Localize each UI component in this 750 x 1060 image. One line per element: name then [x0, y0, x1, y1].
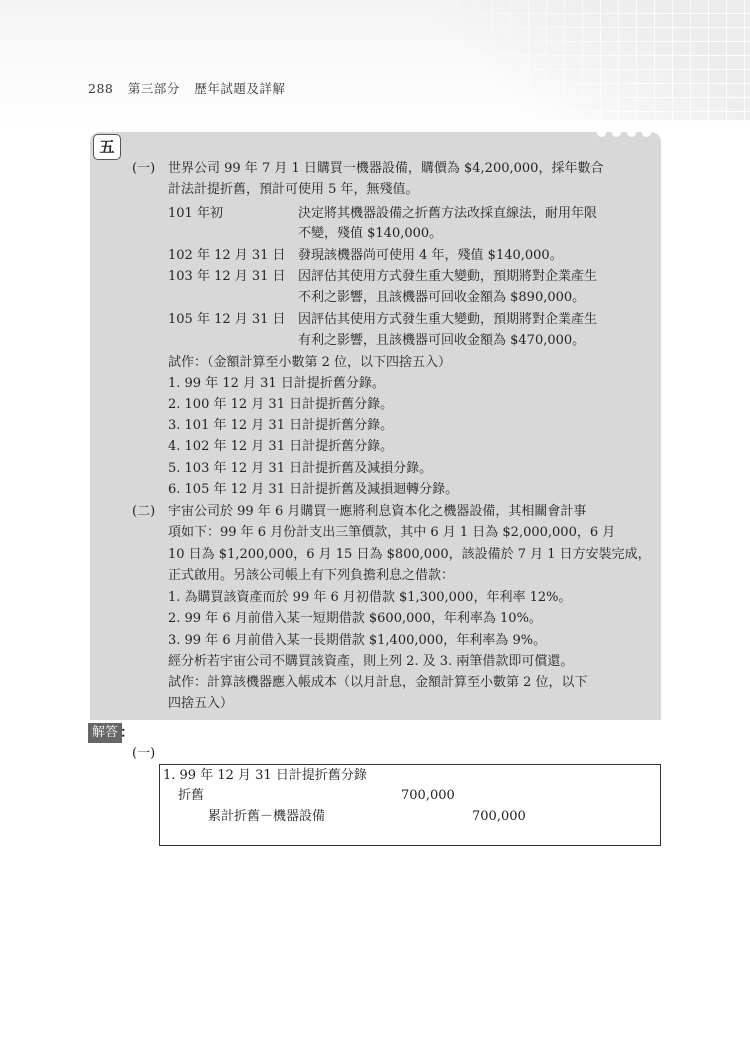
running-head	[88, 79, 295, 97]
event-text: 不利之影響，且該機器可回收金額為 $890,000。	[298, 290, 586, 305]
task-item: 2. 100 年 12 月 31 日計提折舊分錄。	[168, 397, 394, 412]
answer-part-marker: (一)	[132, 746, 156, 761]
part-title: 第三部分	[127, 81, 180, 96]
event-date: 103 年 12 月 31 日	[168, 269, 286, 284]
task-item: 6. 105 年 12 月 31 日計提折舊及減損迴轉分錄。	[168, 482, 459, 497]
journal-entry-title: 1. 99 年 12 月 31 日計提折舊分錄	[163, 768, 367, 783]
event-text: 發現該機器尚可使用 4 年，殘值 $140,000。	[298, 248, 563, 263]
event-text: 不變，殘值 $140,000。	[298, 226, 443, 241]
journal-entry-box	[159, 764, 661, 846]
part2-line: 1. 為購買該資產而於 99 年 6 月初借款 $1,300,000，年利率 12%。	[168, 590, 572, 605]
task-item: 4. 102 年 12 月 31 日計提折舊分錄。	[168, 439, 394, 454]
decorative-dots	[597, 128, 651, 137]
task-item: 1. 99 年 12 月 31 日計提折舊分錄。	[168, 376, 385, 391]
part2-line: 項如下：99 年 6 月份計支出三筆價款，其中 6 月 1 日為 $2,000,000，6 月	[168, 525, 616, 540]
event-date: 102 年 12 月 31 日	[168, 248, 286, 263]
part1-intro-line: 世界公司 99 年 7 月 1 日購買一機器設備，購價為 $4,200,000，採年數合	[168, 161, 604, 176]
part2-line: 經分析若宇宙公司不購買該資產，則上列 2. 及 3. 兩筆借款即可償還。	[168, 654, 574, 669]
event-text: 決定將其機器設備之折舊方法改採直線法，耐用年限	[298, 206, 598, 221]
part2-line: 試作：計算該機器應入帳成本（以月計息，金額計算至小數第 2 位，以下	[168, 675, 588, 690]
section-title: 歷年試題及詳解	[194, 81, 286, 96]
event-date: 101 年初	[168, 206, 223, 221]
part2-line: 宇宙公司於 99 年 6 月購買一應將利息資本化之機器設備，其相關會計事	[168, 504, 587, 519]
credit-account: 累計折舊－機器設備	[208, 809, 326, 824]
answer-colon: ：	[120, 725, 134, 741]
event-text: 因評估其使用方式發生重大變動，預期將對企業產生	[298, 269, 598, 284]
debit-amount: 700,000	[401, 788, 455, 803]
event-text: 有利之影響，且該機器可回收金額為 $470,000。	[298, 333, 586, 348]
credit-amount: 700,000	[472, 809, 526, 824]
part2-line: 10 日為 $1,200,000，6 月 15 日為 $800,000，該設備於 7 月 1 日方安裝完成，	[168, 547, 651, 562]
event-text: 因評估其使用方式發生重大變動，預期將對企業產生	[298, 312, 598, 327]
page-number: 288	[88, 81, 114, 96]
part2-line: 正式啟用。另該公司帳上有下列負擔利息之借款：	[168, 568, 455, 583]
part1-intro-line: 計法計提折舊，預計可使用 5 年，無殘值。	[168, 182, 419, 197]
header-grid-decoration	[420, 0, 750, 120]
part2-line: 3. 99 年 6 月前借入某一長期借款 $1,400,000，年利率為 9%。	[168, 633, 547, 648]
question-number-badge: 五	[93, 134, 121, 160]
part2-line: 四捨五入）	[168, 696, 234, 711]
instruction: 試作：（金額計算至小數第 2 位，以下四捨五入）	[168, 355, 452, 370]
debit-account: 折舊	[178, 788, 205, 803]
task-item: 5. 103 年 12 月 31 日計提折舊及減損分錄。	[168, 461, 433, 476]
part2-marker: (二)	[132, 504, 156, 519]
part2-line: 2. 99 年 6 月前借入某一短期借款 $600,000，年利率為 10%。	[168, 611, 542, 626]
event-date: 105 年 12 月 31 日	[168, 312, 286, 327]
task-item: 3. 101 年 12 月 31 日計提折舊分錄。	[168, 418, 394, 433]
answer-label: 解答	[88, 723, 122, 743]
part1-marker: (一)	[132, 161, 156, 176]
